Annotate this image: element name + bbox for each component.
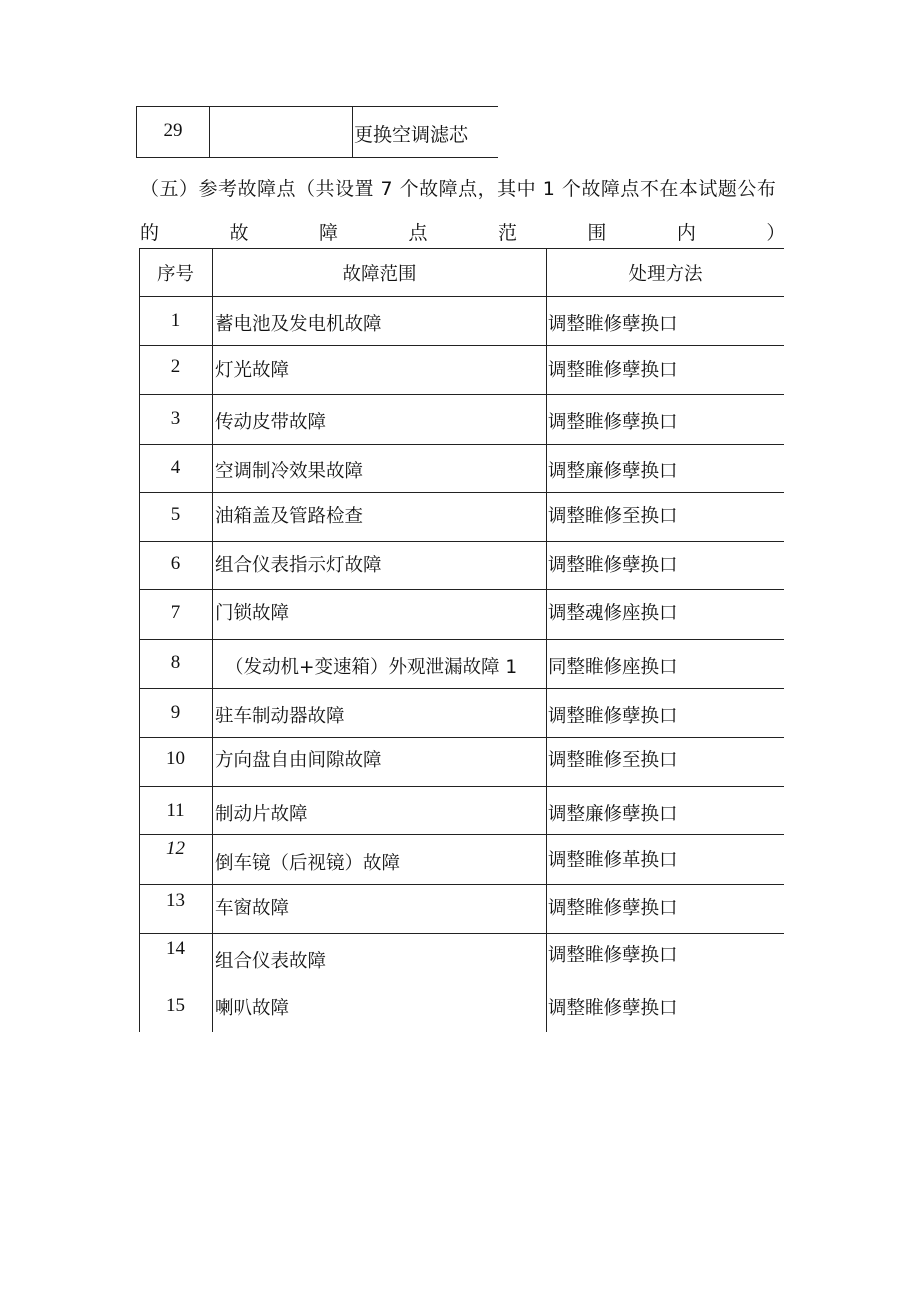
table-rule: [139, 688, 784, 689]
row-method: 调整睢修孽换口: [548, 314, 678, 335]
row-scope: 方向盘自由间隙故障: [215, 750, 382, 771]
row-scope: 驻车制动器故障: [215, 706, 345, 727]
row-scope: 蓄电池及发电机故障: [215, 314, 382, 335]
row-number: 13: [166, 890, 185, 911]
row-scope: 倒车镜（后视镜）故障: [215, 853, 401, 874]
row-number: 6: [170, 553, 181, 574]
row-method: 调整魂修座换口: [548, 603, 678, 624]
row-method: 调整睢修孽换口: [548, 898, 678, 919]
row-method: 调整睢修孽换口: [548, 412, 678, 433]
fragment-bottom-border: [136, 157, 498, 158]
row-method: 调整睢修孽换口: [548, 998, 678, 1019]
fragment-divider-2: [352, 106, 353, 158]
row-number: 1: [170, 310, 181, 331]
row-number: 10: [166, 748, 185, 769]
row-number: 2: [170, 356, 181, 377]
heading-char: 点: [408, 222, 428, 244]
table-rule: [139, 444, 784, 445]
fragment-row-text: 更换空调滤芯: [354, 124, 469, 146]
table-rule: [139, 933, 784, 934]
row-number: 12: [166, 838, 185, 859]
row-scope: 空调制冷效果故障: [215, 461, 364, 482]
row-method: 调整睢修孽换口: [548, 945, 678, 966]
row-method: 调整睢修至换口: [548, 750, 678, 771]
heading-char: 故: [229, 222, 249, 244]
row-scope: 制动片故障: [215, 804, 308, 825]
row-number: 5: [170, 504, 181, 525]
row-method: 调整廉修孽换口: [548, 804, 678, 825]
table-rule: [139, 737, 784, 738]
row-scope: 喇叭故障: [215, 998, 290, 1019]
row-method: 调整睢修至换口: [548, 506, 678, 527]
row-scope: 组合仪表指示灯故障: [215, 555, 382, 576]
table-rule: [139, 345, 784, 346]
table-column-divider-2: [546, 248, 547, 1032]
table-rule: [139, 541, 784, 542]
heading-char: 围: [587, 222, 607, 244]
heading-char: 的: [140, 222, 160, 244]
table-rule: [139, 394, 784, 395]
row-number: 15: [166, 995, 185, 1016]
row-number: 4: [170, 457, 181, 478]
row-scope: （发动机+变速箱）外观泄漏故障 1: [225, 657, 518, 678]
row-scope: 油箱盖及管路检查: [215, 506, 364, 527]
row-method: 调整睢修革换口: [548, 850, 678, 871]
table-rule: [139, 492, 784, 493]
heading-char: ）: [766, 222, 786, 244]
row-scope: 门锁故障: [215, 603, 290, 624]
table-rule: [139, 248, 784, 249]
row-scope: 传动皮带故障: [215, 412, 327, 433]
row-method: 调整廉修孽换口: [548, 461, 678, 482]
heading-char: 障: [318, 222, 339, 244]
row-method: 调整睢修孽换口: [548, 360, 678, 381]
row-method: 同整睢修座换口: [548, 657, 678, 678]
fault-table: [139, 248, 784, 1032]
header-scope: 故障范围: [342, 264, 417, 285]
table-rule: [139, 589, 784, 590]
row-number: 7: [170, 602, 181, 623]
row-number: 8: [170, 652, 181, 673]
table-rule: [139, 296, 784, 297]
table-column-divider-1: [212, 248, 213, 1032]
row-scope: 灯光故障: [215, 360, 290, 381]
header-method: 处理方法: [628, 264, 703, 285]
table-rule: [139, 639, 784, 640]
header-no: 序号: [156, 264, 194, 285]
row-method: 调整睢修孽换口: [548, 706, 678, 727]
heading-char: 范: [497, 222, 518, 244]
table-rule: [139, 786, 784, 787]
row-scope: 车窗故障: [215, 898, 290, 919]
table-rule: [139, 834, 784, 835]
previous-table-fragment: [136, 106, 498, 158]
section-heading-line-2: [140, 218, 786, 245]
fragment-row-number: 29: [163, 120, 183, 141]
section-heading-line-1: （五）参考故障点（共设置 7 个故障点，其中 1 个故障点不在本试题公布: [140, 178, 777, 200]
fragment-top-border: [136, 106, 498, 107]
row-scope: 组合仪表故障: [215, 951, 327, 972]
row-method: 调整睢修孽换口: [548, 555, 678, 576]
table-rule: [139, 884, 784, 885]
row-number: 14: [166, 938, 185, 959]
heading-char: 内: [676, 222, 697, 244]
row-number: 9: [170, 702, 181, 723]
row-number: 3: [170, 408, 181, 429]
row-number: 11: [166, 800, 185, 821]
